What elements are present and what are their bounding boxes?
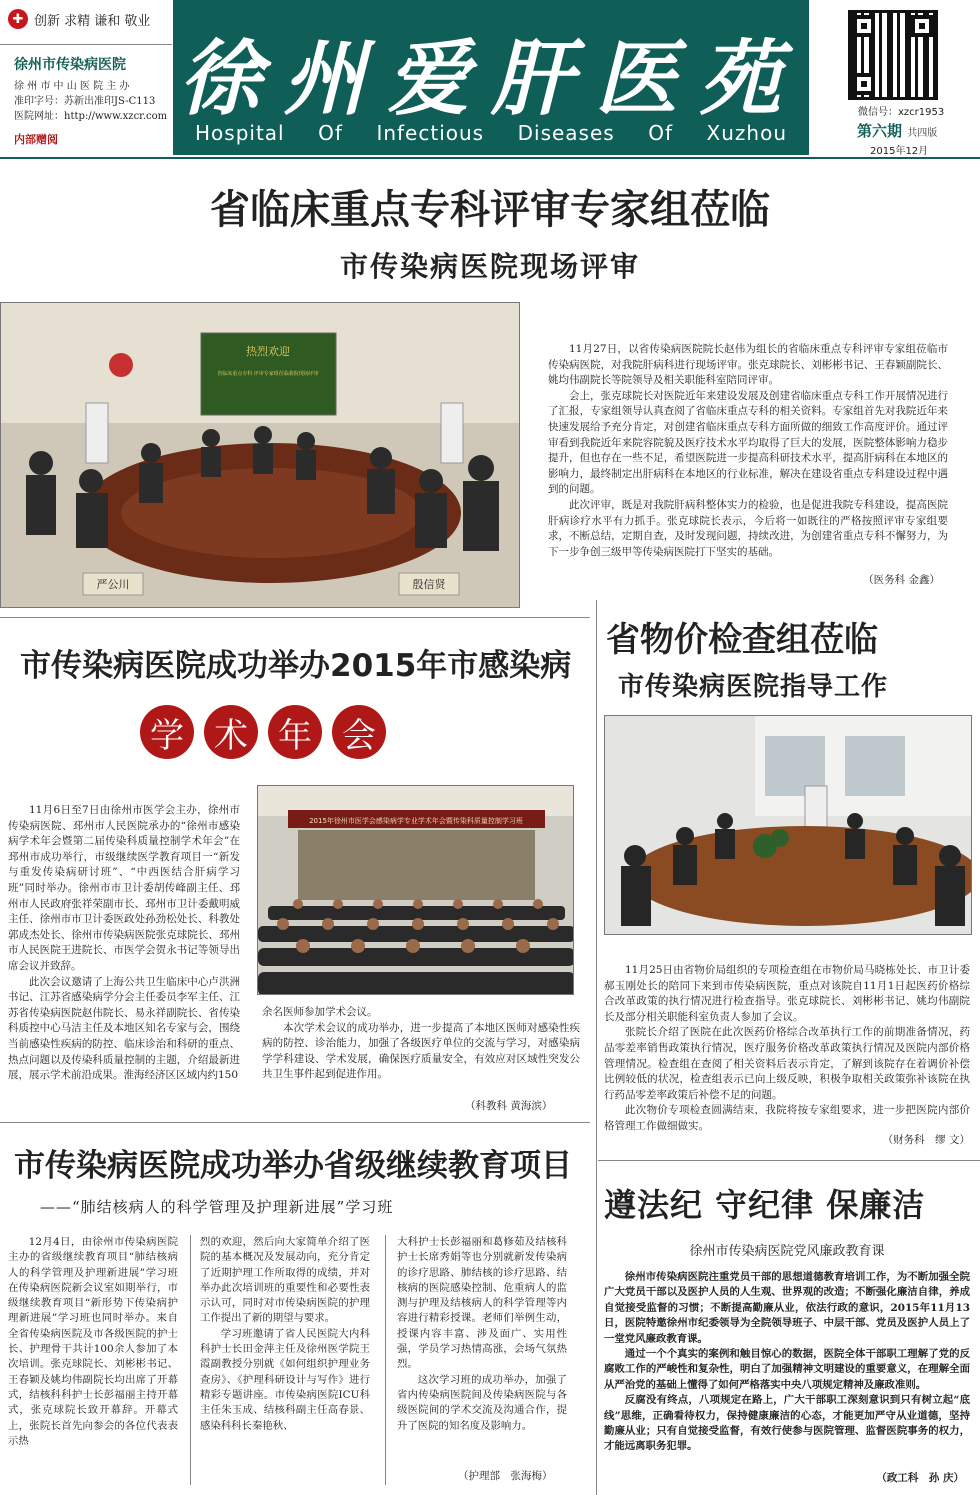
publication-info [0, 58, 172, 147]
paragraph: 余名医师参加学术会议。 [262, 1006, 378, 1018]
article1-headline: 省临床重点专科评审专家组莅临 [210, 187, 770, 233]
article1-photo [0, 302, 520, 608]
paragraph: 通过一个个真实的案例和触目惊心的数据，医院全体干部职工理解了党的反腐败工作的严峻性和复杂性，明白了加强精神文明建设的重要意义，在理解全面从严治党的基础上懂得了如何严格落实中央八项规定精神及廉政准则。 [604, 1348, 970, 1391]
paragraph: 徐州市传染病医院注重党员干部的思想道德教育培训工作，为不断加强全院广大党员干部以及医护人员的人生观、世界观的改造；不断强化廉洁自律，养成自觉接受监督的习惯；不断提高勤廉从业，依法行政的意识，2015年11月13日，医院特邀徐州市纪委领导为全院领导班子、中层干部、党员及医护人员上了一堂党风廉政教育课。 [604, 1271, 970, 1345]
article2-body-left [8, 803, 240, 1084]
english-word: Of [648, 121, 674, 145]
column-divider [385, 1235, 386, 1485]
paragraph: 此次评审，既是对我院肝病科整体实力的检验，也是促进我院专科建设，提高医院肝病诊疗水平有力抓手。张克球院长表示，今后将一如既往的严格按照评审专家组要求，不断总结，定期自查，及时发现问题，持续改进，为创建省重点专科不懈努力，为下一步争创三级甲等传染病医院打下坚实的基础。 [548, 498, 948, 558]
org-name: 徐州市传染病医院 [14, 57, 126, 73]
article3-headline: 省物价检查组莅临 [606, 620, 878, 660]
article3-signature: （财务科 缪 文） [882, 1134, 970, 1146]
article3-subhead: 市传染病医院指导工作 [618, 672, 889, 702]
article4-signature: （护理部 张海梅） [458, 1470, 553, 1482]
article2-body-right [262, 1005, 580, 1083]
article3-body [604, 963, 970, 1135]
academic-meeting-seals [140, 705, 386, 759]
website: 医院网址：http://www.xzcr.com [14, 111, 168, 122]
newspaper-title: 徐州爱肝医苑 [179, 31, 803, 127]
issue-date: 2015年12月 [870, 146, 929, 157]
article4-col2 [200, 1235, 370, 1434]
column-divider [596, 1122, 597, 1495]
seal-char: 会 [332, 705, 386, 759]
nameplate-left: 严公川 [96, 578, 130, 591]
paragraph: 此次物价专项检查圆满结束，我院将按专家组要求，进一步把医院内部价格管理工作做细做实。 [604, 1104, 970, 1132]
english-word: Diseases [517, 121, 615, 145]
slogan-bar [0, 0, 172, 38]
article2-headline: 市传染病医院成功举办2015年市感染病 [20, 648, 572, 684]
permit-number: 准印字号：苏新出准印JS-C113 [14, 96, 156, 107]
paragraph: 学习班邀请了省人民医院大内科科护士长田金萍主任及徐州医学院王霞副教授分别就《如何组织护理业务查房》、《护理科研设计与写作》进行精彩专题讲座。市传染病医院ICU科主任朱玉成、结核科副主任高春景、感染科科长秦艳秋、 [200, 1327, 370, 1432]
paragraph: 11月6日至7日由徐州市医学会主办，徐州市传染病医院、邳州市人民医院承办的“徐州市感染病学术年会暨第二届传染科质量控制学术年会”在邳州市成功举行，市级继续医学教育项目一“新发与重发传染病研讨班”、“中西医结合肝病学习班”同时举办。徐州市市卫计委胡传峰副主任、邳州市人民政府张祥荣副市长、邳州市卫计委戴明威主任、徐州市市卫计委医政处孙劲松处长、科教处郭成杰处长、徐州市传染病医院张克球院长、邳州市人民医院王进院长、市医学会贺永书记等领导出席会议并致辞。 [8, 804, 240, 972]
article2-photo [257, 785, 574, 995]
hospital-logo-icon: ✚ [8, 9, 28, 29]
english-word: Hospital [195, 121, 285, 145]
article4-col3 [397, 1235, 567, 1434]
issue-number: 第六期 共四版 [857, 122, 938, 140]
article4-headline: 市传染病医院成功举办省级继续教育项目 [14, 1148, 572, 1184]
paragraph: 11月25日由省物价局组织的专项检查组在市物价局马晓栋处长、市卫计委郝玉刚处长的陪同下来到市传染病医院，重点对该院自11月1日起医药价格综合改革政策的执行情况进行检查指导。张克球院长、刘彬彬书记、姚均伟副院长及部分相关职能科室负责人参加了会议。 [604, 964, 970, 1023]
meeting-room-image [1, 303, 520, 608]
english-word: Xuzhou [706, 121, 787, 145]
article4-subhead: ——“肺结核病人的科学管理及护理新进展”学习班 [40, 1198, 394, 1216]
article1-subhead: 市传染病医院现场评审 [339, 250, 640, 283]
english-word: Infectious [376, 121, 485, 145]
article2-signature: （科教科 黄海滨） [465, 1100, 553, 1112]
divider [0, 617, 590, 618]
column-divider [190, 1235, 191, 1485]
divider [0, 1122, 590, 1123]
sponsor-line: 徐 州 市 中 山 医 院 主 办 [14, 81, 130, 92]
internal-label: 内部赠阅 [14, 133, 58, 146]
paragraph: 本次学术会议的成功举办，进一步提高了本地区医师对感染性疾病的防控、诊治能力，加强了各级医疗单位的交流与学习，对感染病学学科建设、学术发展，确保医疗质量安全，有效应对区域性突发公共卫生事件起到促进作用。 [262, 1021, 580, 1081]
article4-col1 [8, 1235, 178, 1449]
article3-photo [604, 715, 972, 935]
paragraph: 这次学习班的成功举办，加强了省内传染病医院间及传染病医院与各级医院间的学术交流及沟通合作，提升了医院的知名度及影响力。 [397, 1373, 567, 1432]
article1-signature: （医务科 金鑫） [863, 574, 940, 586]
english-word: Of [318, 121, 343, 145]
wechat-id: 微信号：xzcr1953 [858, 107, 945, 118]
paragraph: 反腐没有终点，八项规定在路上，广大干部职工深刻意识到只有树立起“底线”思维，正确看待权力，保持健康廉洁的心态，才能更加严守从业道德，坚持勤廉从业；只有自觉接受监督，有效行使参与医院管理、监督医院事务的权力，才能远离职务犯罪。 [604, 1394, 970, 1453]
screen-title: 热烈欢迎 [246, 345, 290, 358]
screen-subtitle: 省临床重点专科 评审专家组莅临我院现场评审 [217, 371, 319, 377]
article1-body [548, 342, 948, 560]
paragraph: 会上，张克球院长对医院近年来建设发展及创建省临床重点专科工作开展情况进行了汇报，专家组领导认真查阅了省临床重点专科的相关资料。专家组首先对我院近年来快速发展给予充分肯定，对创建省临床重点专科方面所做的细致工作高度评价。通过评审看到我院近年来院容院貌及医疗技术水平均取得了巨大的发展，医院整体影响力稳步提升，但也存在一些不足，希望医院进一步提高科研技术水平，提高肝病科在本地区的影响力，最终制定出肝病科在本地区的行业标准，解决在建设省重点专科建设过程中遇到的问题。 [548, 389, 948, 496]
seal-char: 年 [268, 705, 322, 759]
divider [598, 1160, 980, 1161]
paragraph: 11月27日，以省传染病医院院长赵伟为组长的省临床重点专科评审专家组莅临市传染病医院，对我院肝病科进行现场评审。张克球院长、刘彬彬书记、王春颖副院长、姚均伟副院长等院领导及相关职能科室陪同评审。 [548, 343, 948, 387]
masthead-divider [0, 157, 980, 159]
column-divider [596, 600, 597, 1160]
english-title [195, 121, 787, 145]
masthead-banner [173, 0, 809, 155]
issue-total: 共四版 [907, 128, 938, 139]
slogan-text: 创新 求精 谦和 敬业 [34, 13, 151, 29]
article5-subhead: 徐州市传染病医院党风廉政教育课 [689, 1244, 885, 1259]
seal-char: 学 [140, 705, 194, 759]
article5-headline: 遵法纪 守纪律 保廉洁 [604, 1186, 926, 1224]
qr-code-icon [848, 10, 938, 100]
seal-char: 术 [204, 705, 258, 759]
paragraph: 张院长介绍了医院在此次医药价格综合改革执行工作的前期准备情况，药品零差率销售政策执行情况，医疗服务价格改革政策执行情况及医院内部价格管理情况。检查组在查阅了相关资料后表示肯定，了解到该院存在着调价补偿比例较低的状况，检查组表示已向上级反映，积极争取相关政策弥补该院在执行药品零差率政策后补偿不足的问题。 [604, 1026, 970, 1101]
divider [0, 44, 172, 45]
article5-body [604, 1270, 970, 1455]
paragraph: 12月4日，由徐州市传染病医院主办的省级继续教育项目“肺结核病人的科学管理及护理新进展”学习班在传染病医院新会议室如期举行，市级继续教育项目“新形势下传染病护理新进展”学习班也同时举办。来自全省传染病医院及市各级医院的护士长、护理骨干共计100余人参加了本次培训。张克球院长、刘彬彬书记、王春颖及姚均伟副院长均出席了开幕式，结核科科护士长彭福丽主持开幕式，张克球院长致开幕辞。开幕式上，张院长首先向参会的各位代表表示热 [8, 1236, 178, 1447]
conference-banner-text: 2015年徐州市医学会感染病学专业学术年会暨传染科质量控制学习班 [309, 817, 523, 825]
paragraph: 烈的欢迎，然后向大家简单介绍了医院的基本概况及发展动向，充分肯定了近期护理工作所取得的成绩，并对举办此次培训班的重要性和必要性表示认可，同时对市传染病医院的护理工作提出了新的期望与要求。 [200, 1236, 370, 1325]
article5-signature: （政工科 孙 庆） [876, 1472, 964, 1484]
conference-hall-image [258, 786, 574, 995]
nameplate-right: 殷信贤 [412, 578, 446, 591]
inspection-meeting-image [605, 716, 972, 935]
paragraph: 大科护士长彭福丽和葛修茹及结核科护士长席秀娟等也分别就新发传染病的诊疗思路、肺结核的诊疗思路、结核病的医院感染控制、危重病人的监测与护理及结核病人的科学管理等内容进行精彩授课。老师们举例生动，授课内容丰富、涉及面广、实用性强，学员学习热情高涨，会场气氛热烈。 [397, 1236, 567, 1371]
paragraph: 此次会议邀请了上海公共卫生临床中心卢洪洲书记、江苏省感染病学分会主任委员李军主任、江苏省传染病医院赵伟院长、易永祥副院长、省传染科质控中心马洁主任及本地区知名专家与会，围绕当前感染性疾病的防控、临床诊治和科研的重点、热点问题以及传染科质量控制的主题，介绍最新进展，展示学术前沿成果。淮海经济区区域内约150 [8, 975, 240, 1082]
